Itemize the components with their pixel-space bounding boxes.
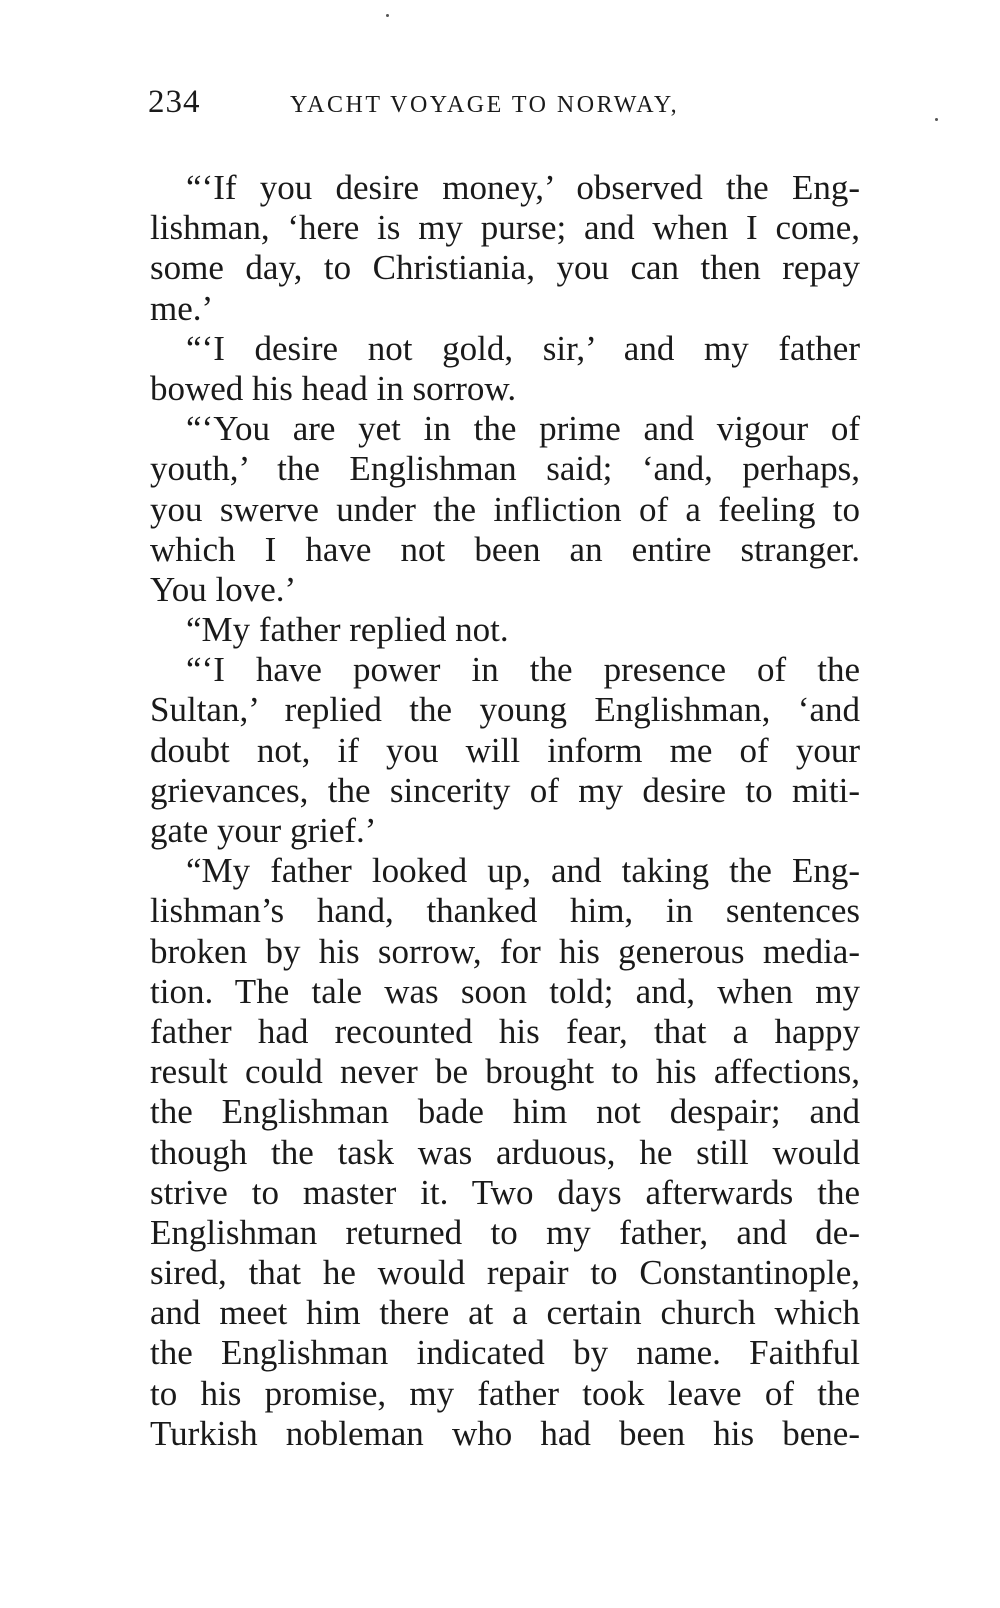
page-number: 234	[148, 84, 201, 120]
text-line: you swerve under the infliction of a feeling to	[150, 489, 860, 529]
text-line: “‘I desire not gold, sir,’ and my father	[186, 328, 860, 368]
text-line: though the task was arduous, he still would	[150, 1132, 860, 1172]
text-line: me.’	[150, 288, 214, 328]
text-line: You love.’	[150, 569, 297, 609]
text-line: some day, to Christiania, you can then repay	[150, 248, 860, 288]
text-line: to his promise, my father took leave of the	[150, 1373, 860, 1413]
body-text	[150, 168, 860, 1454]
text-line: Englishman returned to my father, and de-	[150, 1212, 860, 1252]
scan-speck	[386, 14, 389, 17]
text-line: lishman, ‘here is my purse; and when I come,	[150, 208, 860, 248]
text-line: “‘You are yet in the prime and vigour of	[186, 409, 860, 449]
text-line: grievances, the sincerity of my desire to miti-	[150, 770, 860, 810]
text-line: Turkish nobleman who had been his bene-	[150, 1413, 860, 1453]
scan-speck	[935, 118, 938, 121]
text-line: Sultan,’ replied the young Englishman, ‘and	[150, 690, 860, 730]
text-line: youth,’ the Englishman said; ‘and, perhaps,	[150, 449, 860, 489]
text-line: the Englishman indicated by name. Faithful	[150, 1333, 860, 1373]
text-line: broken by his sorrow, for his generous media-	[150, 931, 860, 971]
text-line: “‘If you desire money,’ observed the Eng-	[186, 168, 860, 207]
text-line: strive to master it. Two days afterwards the	[150, 1172, 860, 1212]
text-line: the Englishman bade him not despair; and	[150, 1092, 860, 1132]
text-line: gate your grief.’	[150, 811, 377, 850]
text-line: which I have not been an entire stranger.	[150, 529, 860, 569]
text-line: father had recounted his fear, that a happy	[150, 1011, 860, 1051]
text-line: tion. The tale was soon told; and, when my	[150, 971, 860, 1011]
text-line: result could never be brought to his affections,	[150, 1052, 860, 1092]
text-line: lishman’s hand, thanked him, in sentences	[150, 891, 860, 931]
text-line: doubt not, if you will inform me of your	[150, 730, 860, 770]
text-line: and meet him there at a certain church which	[150, 1293, 860, 1333]
text-line: “‘I have power in the presence of the	[186, 650, 860, 690]
text-line: “My father looked up, and taking the Eng-	[186, 851, 860, 891]
page-header	[148, 84, 728, 124]
text-line: bowed his head in sorrow.	[150, 368, 517, 408]
text-line: “My father replied not.	[186, 610, 509, 650]
text-line: sired, that he would repair to Constantinople,	[150, 1253, 860, 1293]
running-title: YACHT VOYAGE TO NORWAY,	[290, 92, 680, 118]
